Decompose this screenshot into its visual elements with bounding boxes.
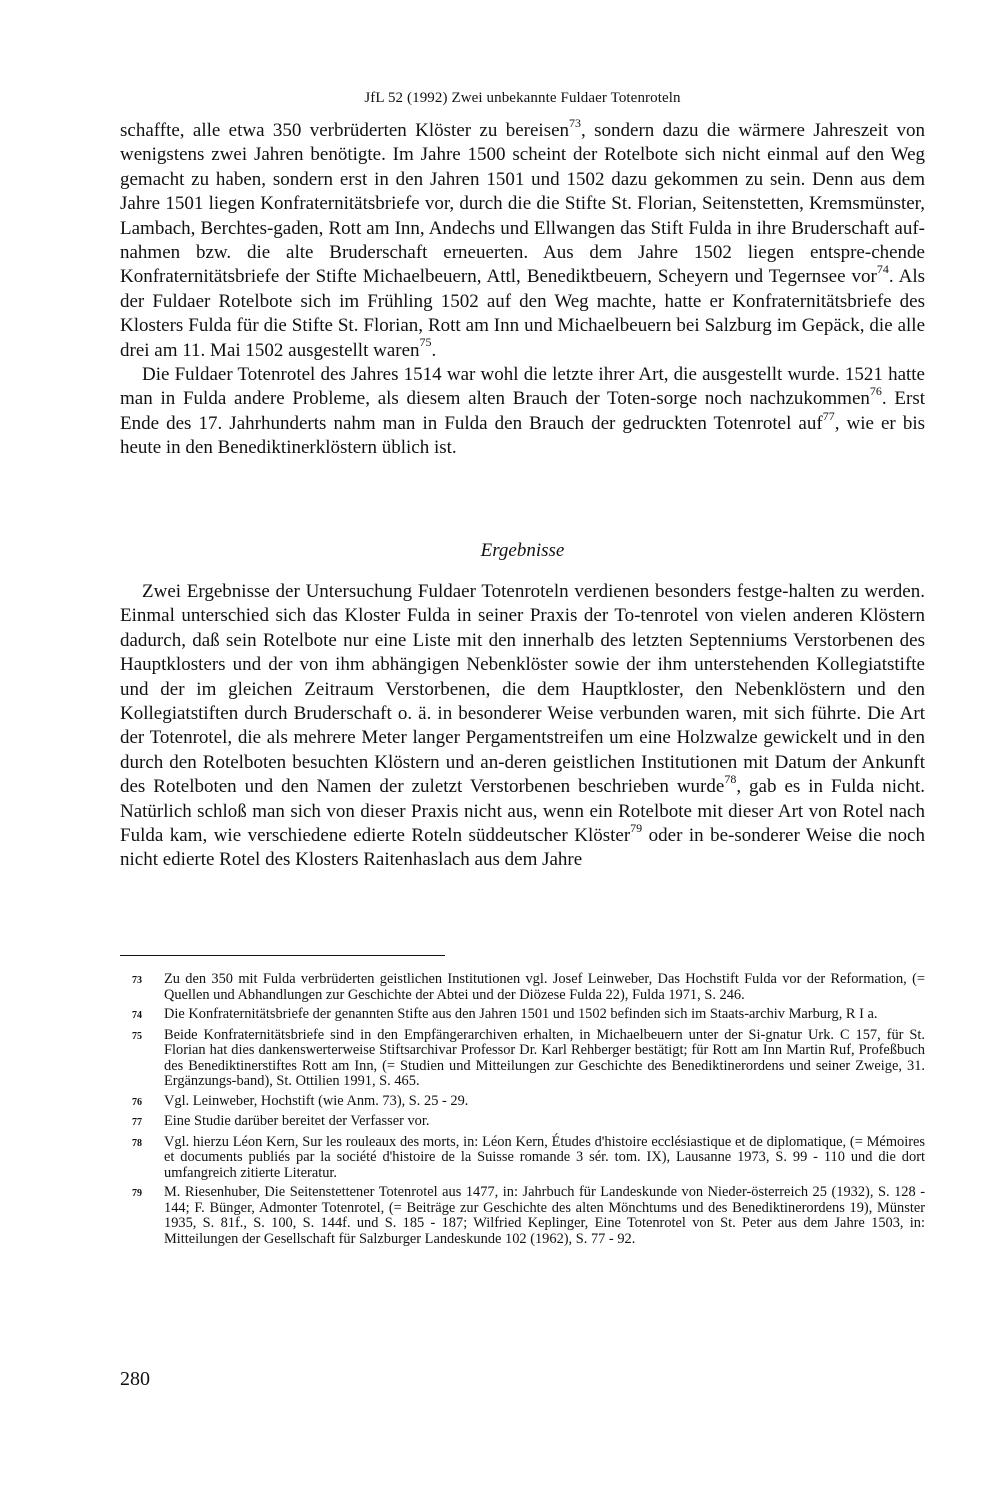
paragraph-text: , wie er bis heute in den Benediktinerklöstern üblich ist. [120,412,925,459]
footnote-ref: 76 [869,384,882,399]
footnote [120,972,925,1003]
footnote-text: Vgl. Leinweber, Hochstift (wie Anm. 73), S. 25 - 29. [164,1092,469,1109]
running-head: JfL 52 (1992) Zwei unbekannte Fuldaer Totenroteln [364,90,681,106]
section-text [120,580,925,873]
section-heading: Ergebnisse [480,540,565,561]
paragraph [120,363,925,461]
footnote-ref: 74 [876,262,889,277]
footnote [120,1007,925,1024]
paragraph-text: , sondern dazu die wärmere Jahreszeit von wenigstens zwei Jahren benötigte. Im Jahre 1500 scheint der Rotelbote sich nicht einmal auf den Weg gemacht zu haben, sondern erst in den Jahren 1501 und 1502 dazu gekommen zu sein. Denn aus dem Jahre 1501 liegen Konfraternitätsbriefe vor, durch die die Stifte St. Florian, Seitenstetten, Kremsmünster, Lambach, Berchtes-gaden, Rott am Inn, Andechs und Ellwangen das Stift Fulda in ihre Bruderschaft auf-nahmen bzw. die alte Bruderschaft erneuerten. Aus dem Jahre 1502 liegen entspre-chende Konfraternitätsbriefe der Stifte Michaelbeuern, Attl, Benediktbeuern, Scheyern und Tegernsee vor [120,120,925,288]
footnote-text: Die Konfraternitätsbriefe der genannten Stifte aus den Jahren 1501 und 1502 befinden sich im Staats-archiv Marburg, R I a. [164,1006,878,1022]
paragraph-text: , gab es in Fulda nicht. Natürlich schloß man sich von dieser Praxis nicht aus, wenn ein Rotelbote mit dieser Art von Rotel nach Fulda kam, wie verschiedene edierte Roteln süddeutscher Klöster [120,776,926,847]
footnote [120,1094,925,1111]
footnote-number: 77 [132,1117,142,1128]
paragraph-text: . [431,339,437,361]
footnote-number: 74 [132,1010,142,1021]
footnote-number: 73 [132,975,142,986]
footnote-number: 78 [132,1137,142,1149]
footnote-divider [120,955,445,956]
paragraph-text: schaffte, alle etwa 350 verbrüderten Klöster zu bereisen [120,120,570,141]
page-number: 280 [120,1368,150,1390]
paragraph [120,115,925,363]
footnote-text: M. Riesenhuber, Die Seitenstettener Totenrotel aus 1477, in: Jahrbuch für Landeskunde von Nieder-österreich 25 (1932), S. 128 - 144; F. Bünger, Admonter Totenrotel, (= Beiträge zur Geschichte des alten Mönchtums und des Benediktinerordens 19), Münster 1935, S. 81f., S. 100, S. 144f. und S. 185 - 187; Wilfried Keplinger, Eine Totenrotel von St. Peter aus dem Jahre 1503, in: Mitteilungen der Gesellschaft für Salzburger Landeskunde 102 (1962), S. 77 - 92. [164,1184,925,1247]
footnote [120,1185,925,1247]
footnote [120,1114,925,1131]
footnote-ref: 73 [569,115,582,130]
paragraph-text: Zwei Ergebnisse der Untersuchung Fuldaer Totenroteln verdienen besonders festge-halten zu werden. Einmal unterschied sich das Kloster Fulda in seiner Praxis der To-tenrotel von vielen anderen Klöstern dadurch, daß sein Rotelbote nur eine Liste mit den innerhalb des letzten Septenniums Verstorbenen des Hauptklosters und der von ihm abhängigen Nebenklöster sowie der ihm unterstehenden Kollegiatstifte und der im gleichen Zeitraum Verstorbenen, die dem Hauptkloster, den Nebenklöstern und den Kollegiatstiften durch Bruderschaft o. ä. in besonderer Weise verbunden waren, mit sich führte. Die Art der Totenrotel, die als mehrere Meter langer Pergamentstreifen um eine Holzwalze gewickelt und in den durch den Rotelboten besuchten Klöstern und an-deren geistlichen Institutionen mit Datum der Ankunft des Rotelboten und den Namen der zuletzt Verstorbenen beschrieben wurde [120,581,925,798]
footnote-text: Eine Studie darüber bereitet der Verfasser vor. [164,1113,430,1129]
footnote-text: Vgl. hierzu Léon Kern, Sur les rouleaux des morts, in: Léon Kern, Études d'histoire ecclésiastique et de diplomatique, (= Mémoires et documents publiés par la société d'histoire de la Suisse romande 3 sér. tom. IX), Lausanne 1973, S. 99 - 110 und die dort umfangreich zitierte Literatur. [164,1133,925,1181]
body-text [120,115,925,461]
footnote [120,1135,925,1182]
footnote-number: 75 [132,1030,142,1042]
footnote-ref: 77 [822,408,835,423]
footnotes [120,972,925,1251]
paragraph-text: oder in be-sonderer Weise die noch nicht edierte Rotel des Klosters Raitenhaslach aus dem Jahre [120,825,925,871]
paragraph-text: . Als der Fuldaer Rotelbote sich im Frühling 1502 auf den Weg machte, hatte er Konfraternitätsbriefe des Klosters Fulda für die Stifte St. Florian, Rott am Inn und Michaelbeuern bei Salzburg im Gepäck, die alle drei am 11. Mai 1502 ausgestellt waren [120,266,925,361]
paragraph [120,580,925,873]
paragraph-text: . Erst Ende des 17. Jahrhunderts nahm man in Fulda den Brauch der gedruckten Totenrotel auf [120,388,925,434]
footnote-text: Beide Konfraternitätsbriefe sind in den Empfängerarchiven erhalten, in Michaelbeuern unter der Si-gnatur Urk. C 157, für St. Florian hat dies dankenswerterweise Stiftsarchivar Professor Dr. Karl Rehberger bestätigt; für Rott am Inn Martin Ruf, Profeßbuch des Benediktinerstiftes Rott am Inn, (= Studien und Mitteilungen zur Geschichte des Benediktinerordens und seiner Zweige, 31. Ergänzungs-band), St. Ottilien 1991, S. 465. [164,1026,925,1089]
footnote-text: Zu den 350 mit Fulda verbrüderten geistlichen Institutionen vgl. Josef Leinweber, Das Hochstift Fulda vor der Reformation, (= Quellen und Abhandlungen zur Geschichte der Abtei und der Diözese Fulda 22), Fulda 1971, S. 246. [164,971,925,1003]
footnote-number: 76 [132,1096,142,1108]
footnote [120,1028,925,1090]
paragraph-text: Die Fuldaer Totenrotel des Jahres 1514 war wohl die letzte ihrer Art, die ausgestellt wurde. 1521 hatte man in Fulda andere Probleme, als diesem alten Brauch der Toten-sorge noch nachzukommen [120,364,925,410]
footnote-ref: 79 [630,820,643,835]
footnote-number: 79 [132,1188,142,1199]
footnote-ref: 75 [419,335,432,350]
footnote-ref: 78 [724,771,737,786]
